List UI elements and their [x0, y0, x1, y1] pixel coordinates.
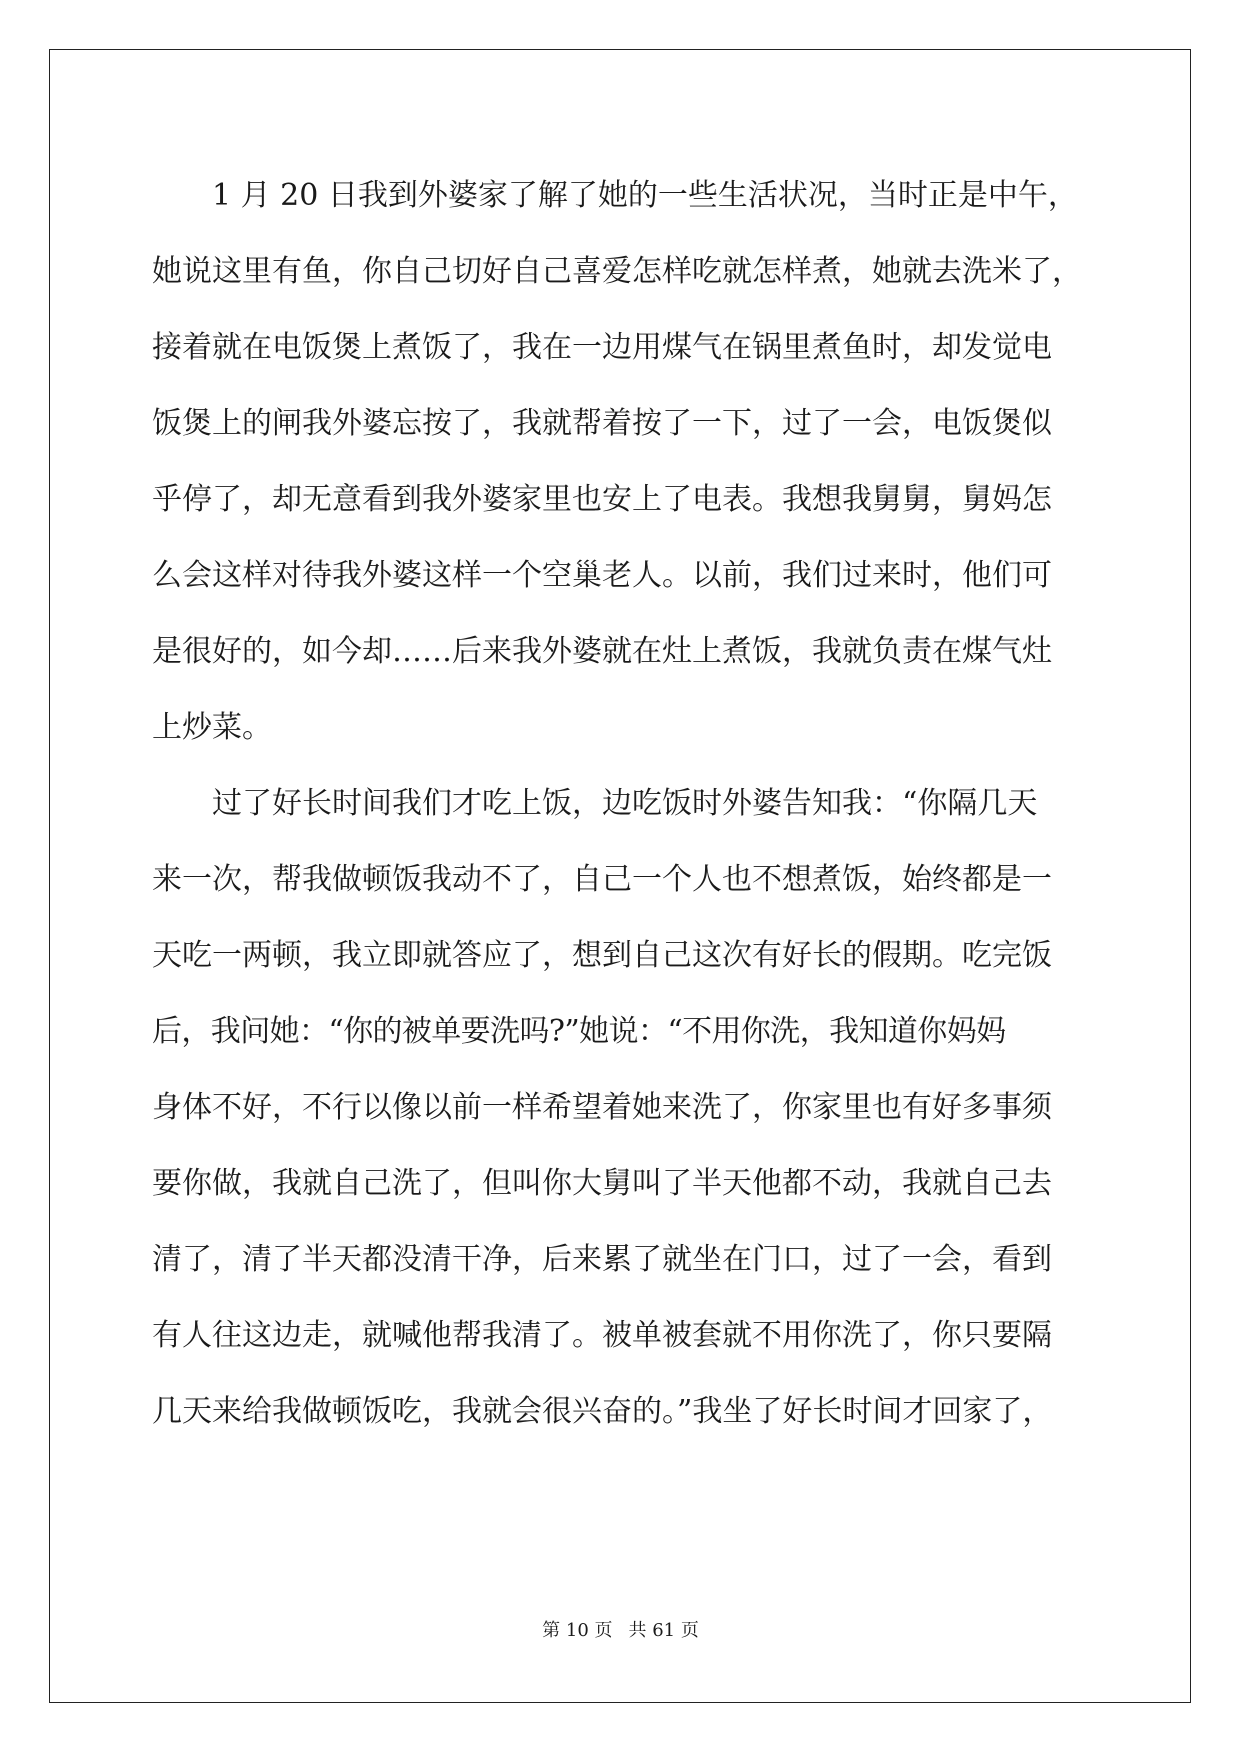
- document-body: [152, 158, 1102, 1450]
- text-line: 她说这里有鱼，你自己切好自己喜爱怎样吃就怎样煮，她就去洗米了，: [152, 254, 1082, 289]
- text-line: 身体不好，不行以像以前一样希望着她来洗了，你家里也有好多事须: [152, 1090, 1052, 1125]
- text-line: 几天来给我做顿饭吃，我就会很兴奋的。”我坐了好长时间才回家了，: [152, 1394, 1053, 1429]
- text-line: 要你做，我就自己洗了，但叫你大舅叫了半天他都不动，我就自己去: [152, 1166, 1052, 1201]
- page-number: 第 10 页: [542, 1620, 613, 1641]
- text-line: 么会这样对待我外婆这样一个空巢老人。以前，我们过来时，他们可: [152, 558, 1052, 593]
- text-line: 接着就在电饭煲上煮饭了，我在一边用煤气在锅里煮鱼时，却发觉电: [152, 330, 1052, 365]
- text-line: 后，我问她：“你的被单要洗吗?”她说：“不用你洗，我知道你妈妈: [152, 1014, 1006, 1049]
- text-line: 过了好长时间我们才吃上饭，边吃饭时外婆告知我：“你隔几天: [152, 786, 1038, 821]
- text-line: 饭煲上的闸我外婆忘按了，我就帮着按了一下，过了一会，电饭煲似: [152, 406, 1052, 441]
- text-line: 天吃一两顿，我立即就答应了，想到自己这次有好长的假期。吃完饭: [152, 938, 1052, 973]
- text-line: 有人往这边走，就喊他帮我清了。被单被套就不用你洗了，你只要隔: [152, 1318, 1052, 1353]
- text-line: 上炒菜。: [152, 710, 272, 745]
- page-total: 共 61 页: [628, 1620, 699, 1641]
- page-footer: [0, 1616, 1241, 1642]
- text-line: 1 月 20 日我到外婆家了解了她的一些生活状况，当时正是中午，: [152, 178, 1078, 213]
- text-line: 是很好的，如今却……后来我外婆就在灶上煮饭，我就负责在煤气灶: [152, 634, 1052, 669]
- text-line: 清了，清了半天都没清干净，后来累了就坐在门口，过了一会，看到: [152, 1242, 1052, 1277]
- text-line: 乎停了，却无意看到我外婆家里也安上了电表。我想我舅舅，舅妈怎: [152, 482, 1052, 517]
- text-line: 来一次，帮我做顿饭我动不了，自己一个人也不想煮饭，始终都是一: [152, 862, 1052, 897]
